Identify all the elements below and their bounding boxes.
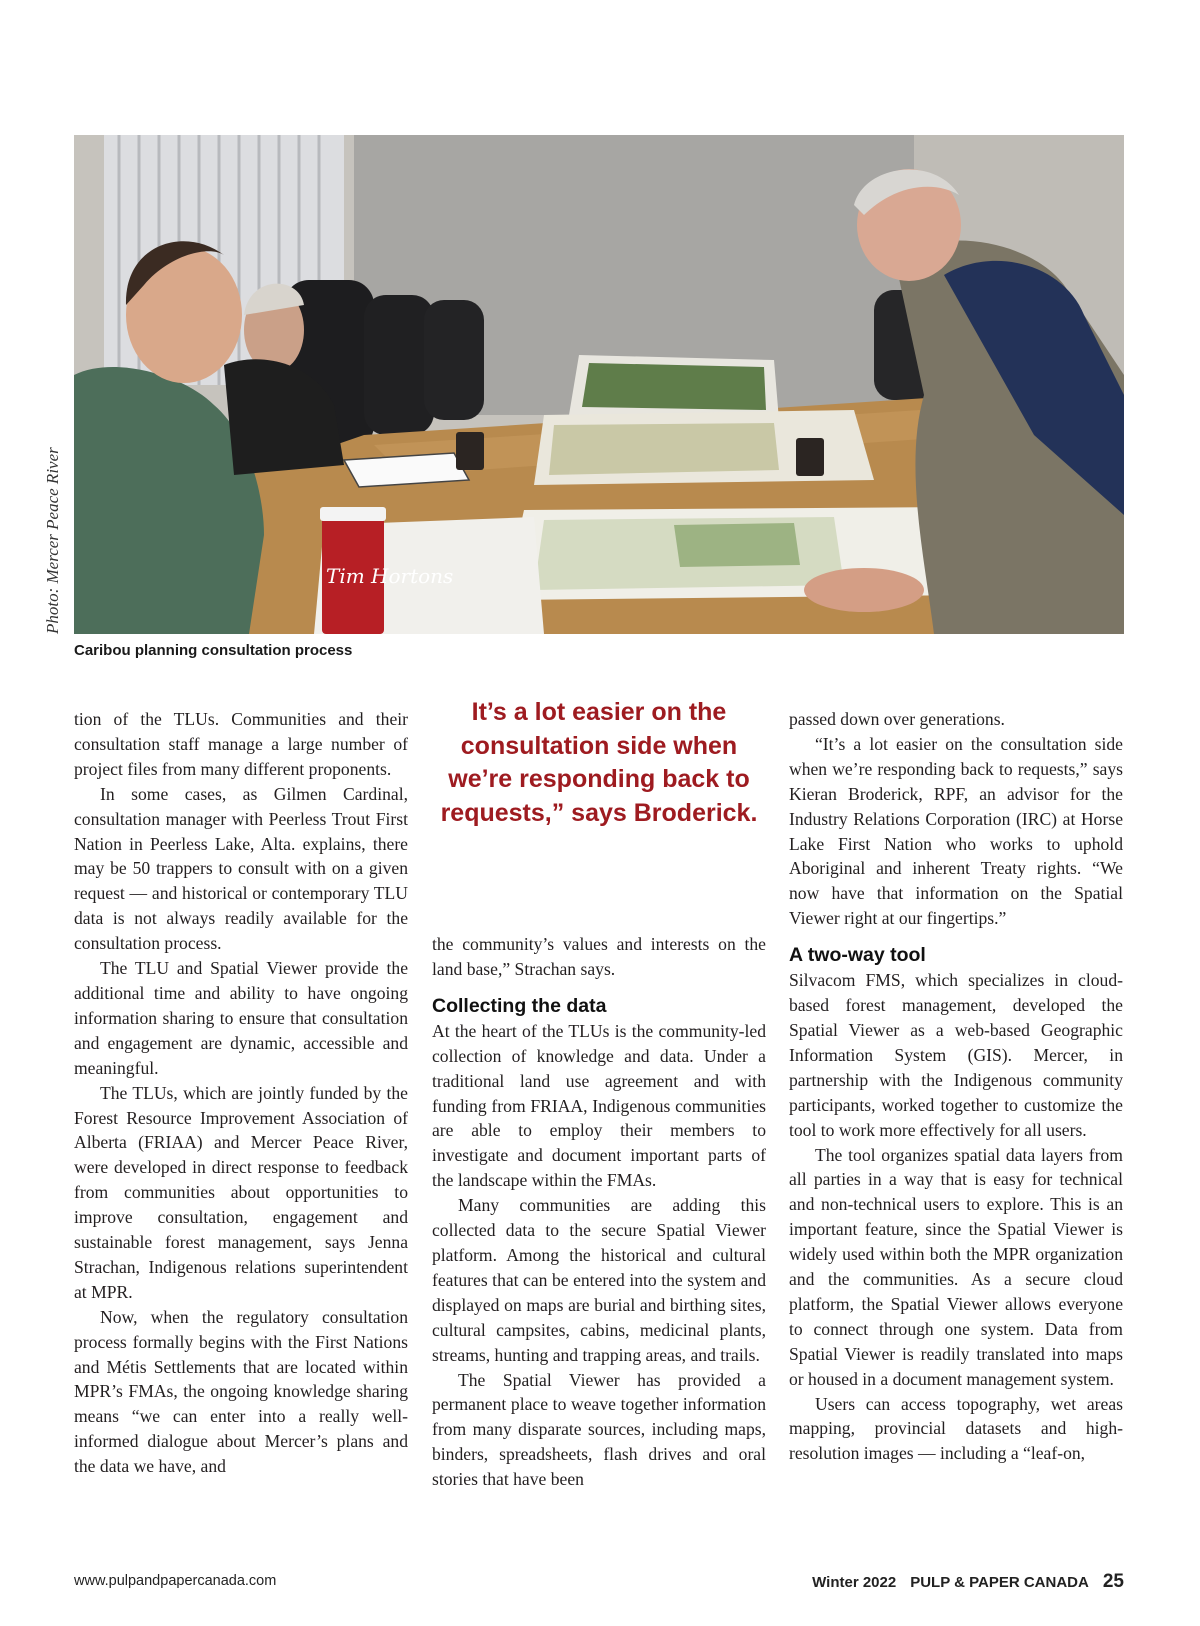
paragraph: The Spatial Viewer has provided a permanent place to weave together information from many disparate sources, including maps, binders, spreadsheets, flash drives and oral stories that have been xyxy=(432,1369,766,1490)
footer-info xyxy=(812,1571,1124,1593)
section-heading: Collecting the data xyxy=(432,994,607,1017)
cup-logo-text: Tim Hortons xyxy=(326,564,454,588)
paragraph: Now, when the regulatory consultation process formally begins with the First Nations and Métis Settlements that are located within MPR’s FMAs, the ongoing knowledge sharing means “we can enter into a really well-informed dialogue about Mercer’s plans and the data we have, and xyxy=(74,1306,408,1477)
paragraph: In some cases, as Gilmen Cardinal, consultation manager with Peerless Trout First Nation in Peerless Lake, Alta. explains, there may be 50 trappers to consult with on a given request — and historical or contemporary TLU data is not always readily available for the consultation process. xyxy=(74,783,408,954)
paragraph: passed down over generations. xyxy=(789,709,1005,729)
paragraph: The TLUs, which are jointly funded by the Forest Resource Improvement Association of Alberta (FRIAA) and Mercer Peace River, were developed in direct response to feedback from communities about opportunities to improve consultation, engagement and sustainable forest management, says Jenna Strachan, Indigenous relations superintendent at MPR. xyxy=(74,1082,408,1302)
article-column-2 xyxy=(432,932,766,1492)
pull-quote: It’s a lot easier on the consultation side when we’re responding back to requests,” says Broderick. xyxy=(440,698,758,827)
meeting-photo-illustration xyxy=(74,135,1124,634)
section-heading: A two-way tool xyxy=(789,944,926,967)
article-column-3 xyxy=(789,707,1123,1466)
photo-caption: Caribou planning consultation process xyxy=(74,642,353,659)
article-column-1 xyxy=(74,707,408,1479)
page-number: 25 xyxy=(1102,1571,1124,1592)
photo-credit: Photo: Mercer Peace River xyxy=(43,447,62,634)
footer-magazine: PULP & PAPER CANADA xyxy=(910,1574,1089,1591)
paragraph: “It’s a lot easier on the consultation side when we’re responding back to requests,” says Kieran Broderick, RPF, an advisor for the Industry Relations Corporation (IRC) at Horse Lake First Nation who works to uphold Aboriginal and inherent Treaty rights. “We now have that information on the Spatial Viewer right at our fingertips.” xyxy=(789,733,1123,929)
paragraph: At the heart of the TLUs is the community-led collection of knowledge and data. Under a traditional land use agreement and with funding from FRIAA, Indigenous communities are able to employ their members to investigate and document important parts of the landscape within the FMAs. xyxy=(432,1020,766,1191)
paragraph: The tool organizes spatial data layers from all parties in a way that is easy for technical and non-technical users to explore. This is an important feature, since the Spatial Viewer is widely used within both the MPR organization and the communities. As a secure cloud platform, the Spatial Viewer allows everyone to connect through one system. Data from Spatial Viewer is readily translated into maps or housed in a document management system. xyxy=(789,1144,1123,1389)
footer-url: www.pulpandpapercanada.com xyxy=(74,1573,277,1589)
paragraph: the community’s values and interests on the land base,” Strachan says. xyxy=(432,934,766,979)
paragraph: The TLU and Spatial Viewer provide the additional time and ability to have ongoing information sharing to ensure that consultation and engagement are dynamic, accessible and meaningful. xyxy=(74,958,408,1078)
footer-issue: Winter 2022 xyxy=(812,1574,897,1591)
article-photo xyxy=(74,135,1124,634)
paragraph: tion of the TLUs. Communities and their consultation staff manage a large number of project files from many different proponents. xyxy=(74,709,408,779)
paragraph: Users can access topography, wet areas mapping, provincial datasets and high-resolution images — including a “leaf-on, xyxy=(789,1393,1123,1464)
paragraph: Many communities are adding this collected data to the secure Spatial Viewer platform. Among the historical and cultural features that can be entered into the system and displayed on maps are burial and birthing sites, cultural campsites, cabins, medicinal plants, streams, hunting and trapping areas, and trails. xyxy=(432,1195,766,1365)
paragraph: Silvacom FMS, which specializes in cloud-based forest management, developed the Spatial Viewer as a web-based Geographic Information System (GIS). Mercer, in partnership with the Indigenous community participants, worked together to customize the tool to work more effectively for all users. xyxy=(789,970,1123,1140)
